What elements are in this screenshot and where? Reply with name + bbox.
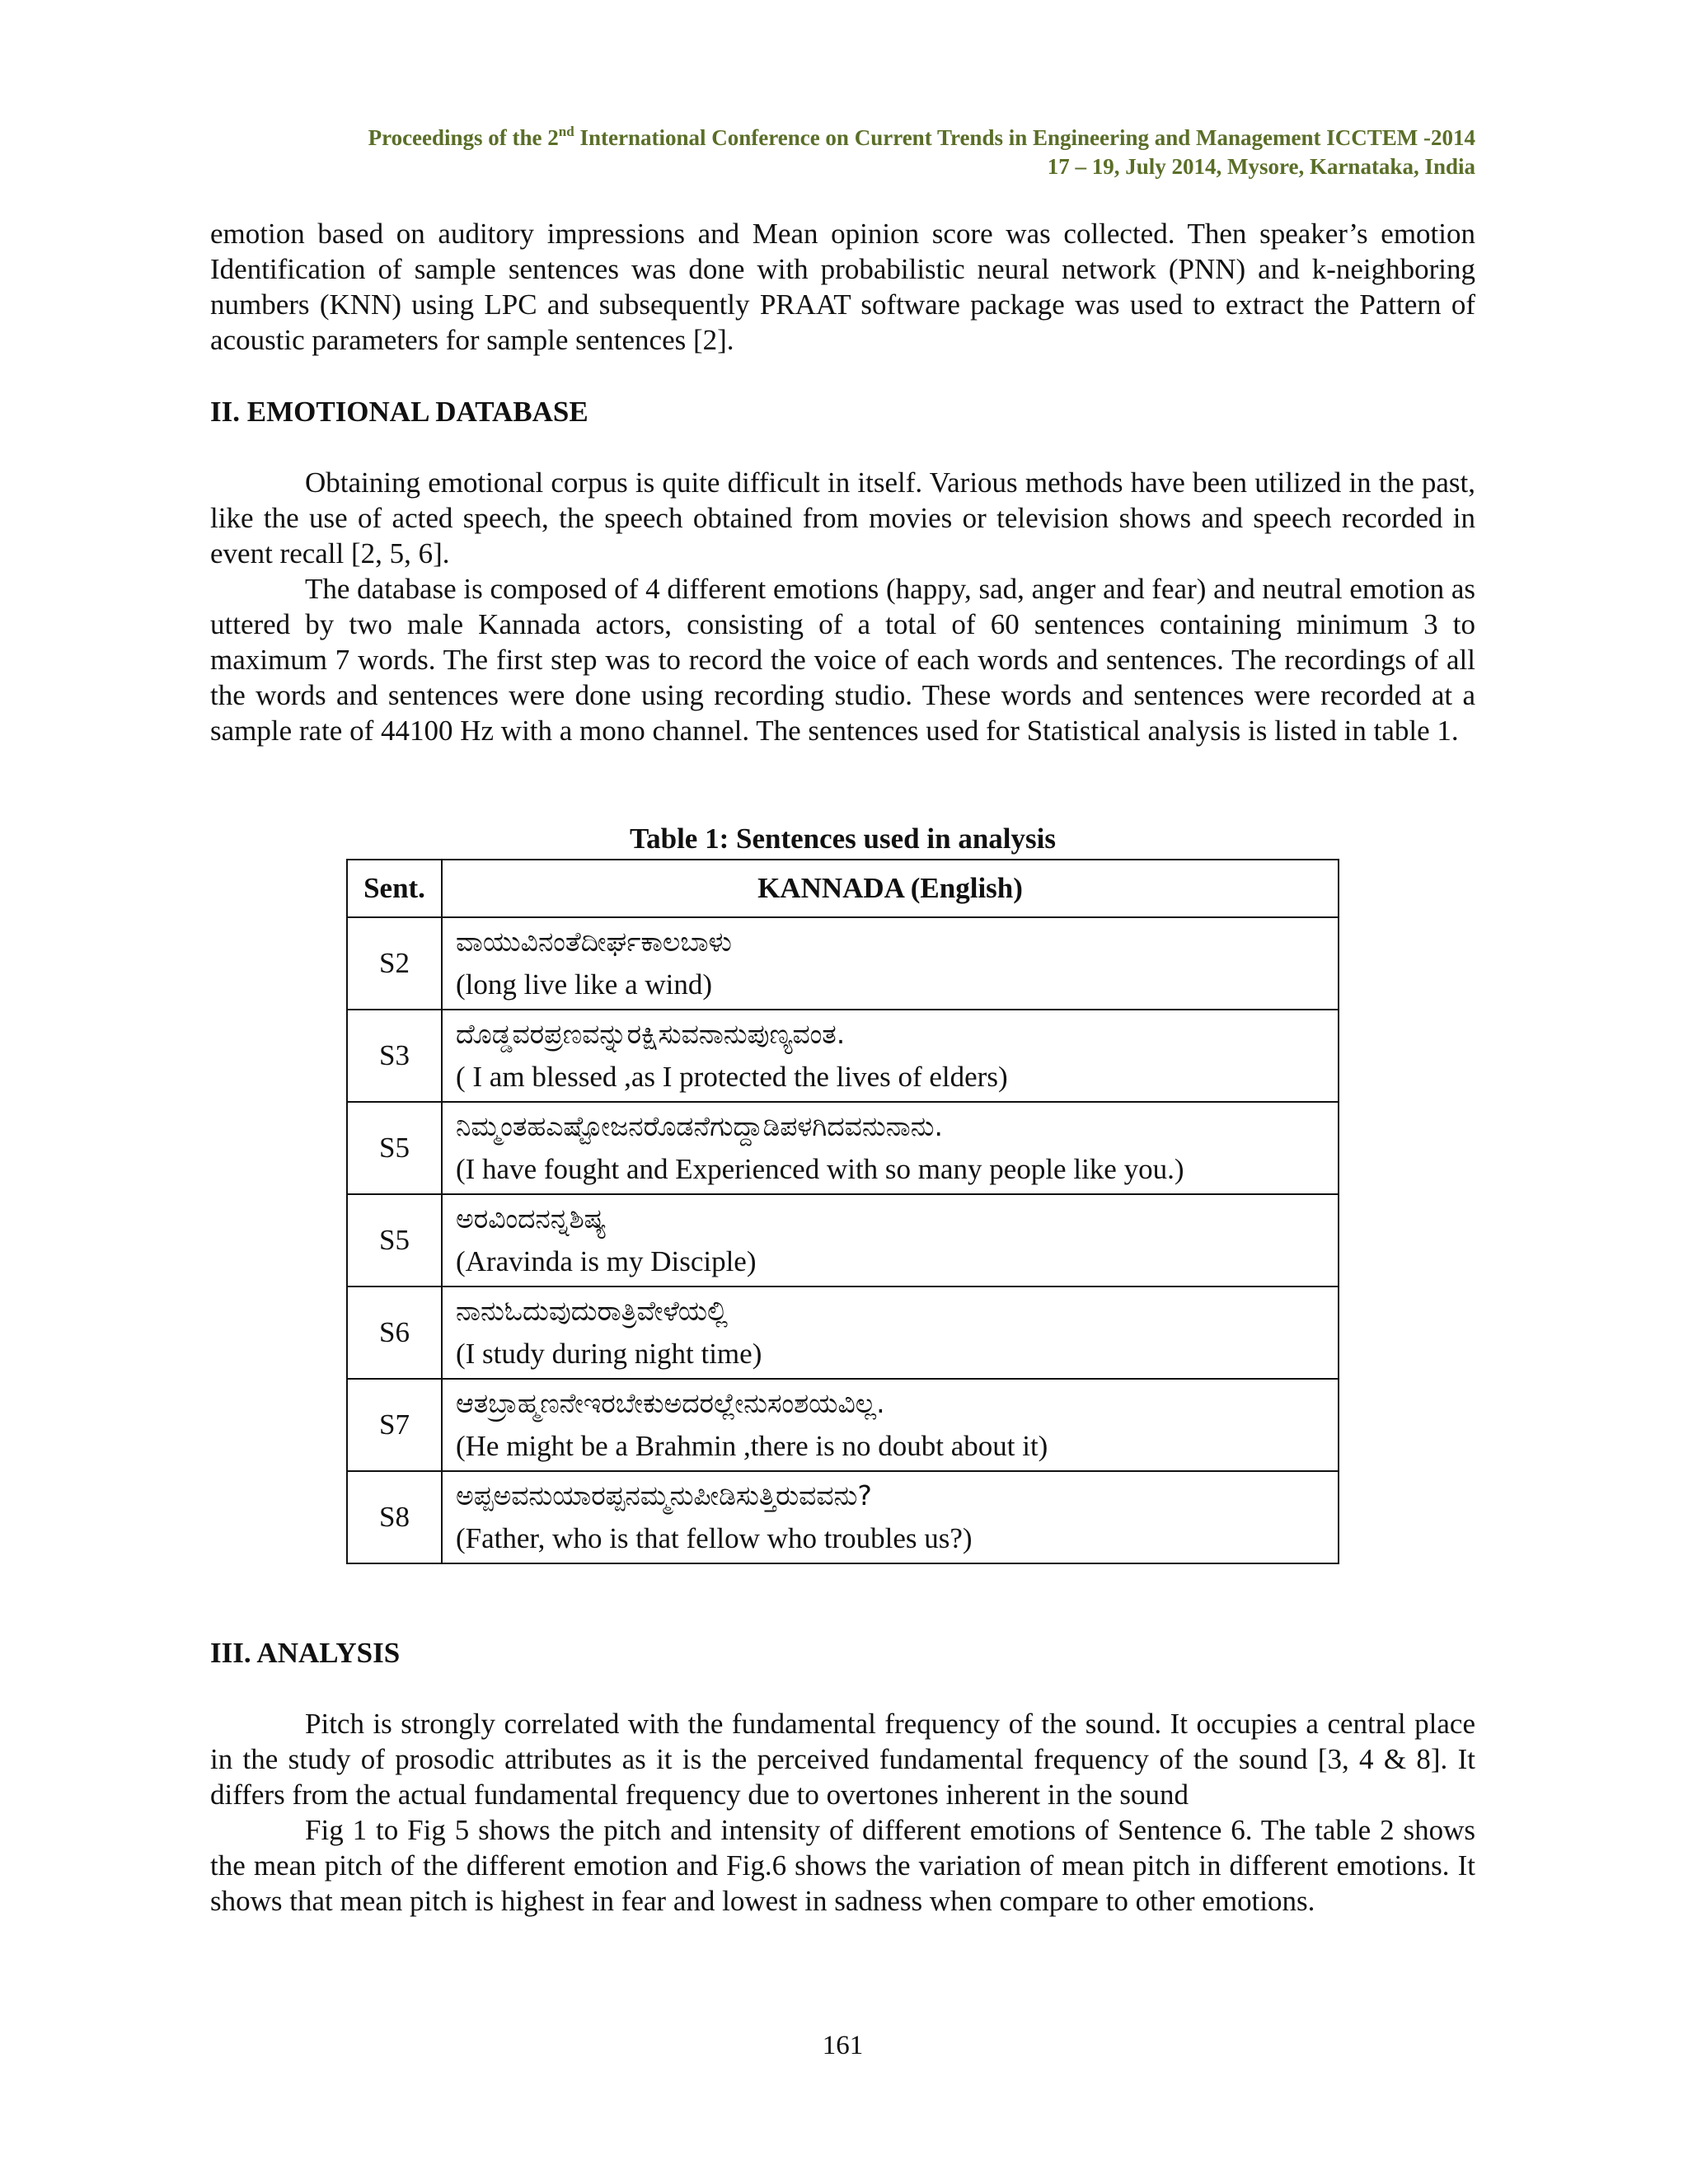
kannada-sentence: ದೊಡ್ಡವರಪ್ರಣವನ್ನುರಕ್ಷಿಸುವನಾನುಪುಣ್ಯವಂತ.	[456, 1018, 846, 1050]
analysis-paragraph-2: Fig 1 to Fig 5 shows the pitch and intensity of different emotions of Sentence 6. The table 2 shows the mean pitch of the different emotion and Fig.6 shows the variation of mean pitch in different emotions. It shows that mean pitch is highest in fear and lowest in sadness when compare to other emotions.	[210, 1814, 1475, 1917]
kannada-sentence: ಅರವಿಂದನನ್ನಶಿಷ್ಯ	[456, 1202, 607, 1235]
sentence-text	[442, 1194, 1339, 1286]
sentence-id: S3	[347, 1010, 442, 1102]
section-heading-analysis: III. ANALYSIS	[210, 1637, 401, 1669]
section-heading-emotional-database: II. EMOTIONAL DATABASE	[210, 396, 588, 428]
sentence-text	[442, 1379, 1339, 1471]
table-row	[347, 1194, 1339, 1286]
table-header-row	[347, 860, 1339, 917]
english-translation: (Father, who is that fellow who troubles us?)	[456, 1522, 973, 1554]
sentence-id: S5	[347, 1194, 442, 1286]
english-translation: (long live like a wind)	[456, 968, 713, 1001]
intro-paragraph: emotion based on auditory impressions and Mean opinion score was collected. Then speaker’s emotion Identification of sample sentences was done with probabilistic neural network (PNN) and k-neighboring numbers (KNN) using LPC and subsequently PRAAT software package was used to extract the Pattern of acoustic parameters for sample sentences [2].	[210, 218, 1475, 356]
kannada-sentence: ವಾಯುವಿನಂತೆದೀರ್ಘಕಾಲಬಾಳು	[456, 926, 732, 958]
header-line-2: 17 – 19, July 2014, Mysore, Karnataka, India	[1047, 154, 1475, 179]
sentence-text	[442, 1286, 1339, 1379]
header-line-1: Proceedings of the 2nd International Conference on Current Trends in Engineering and Management ICCTEM -2014	[368, 124, 1475, 150]
conference-header	[210, 124, 1475, 181]
kannada-sentence: ಆತಬ್ರಾಹ್ಮಣನೇಇರಬೇಕುಅದರಲ್ಲೇನುಸಂಶಯವಿಲ್ಲ.	[456, 1387, 885, 1419]
sentence-id: S8	[347, 1471, 442, 1563]
page-number: 161	[822, 2031, 864, 2060]
kannada-sentence: ನಿಮ್ಮಂತಹಎಷ್ಟೋಜನರೊಡನೆಗುದ್ದಾಡಿಪಳಗಿದವನುನಾನು.	[456, 1110, 944, 1142]
column-header-kannada-english: KANNADA (English)	[442, 860, 1339, 917]
table-row	[347, 1286, 1339, 1379]
kannada-sentence: ನಾನುಓದುವುದುರಾತ್ರಿವೇಳೆಯಲ್ಲಿ	[456, 1295, 728, 1327]
sentences-table	[346, 859, 1339, 1564]
table-row	[347, 917, 1339, 1010]
english-translation: ( I am blessed ,as I protected the lives of elders)	[456, 1061, 1008, 1093]
sentence-text	[442, 917, 1339, 1010]
table-row	[347, 1471, 1339, 1563]
sentence-text	[442, 1010, 1339, 1102]
table-row	[347, 1010, 1339, 1102]
database-paragraph-1: Obtaining emotional corpus is quite difficult in itself. Various methods have been utilized in the past, like the use of acted speech, the speech obtained from movies or television shows and speech recorded in event recall [2, 5, 6].	[210, 466, 1475, 569]
sentence-id: S6	[347, 1286, 442, 1379]
kannada-sentence: ಅಪ್ಪಅವನುಯಾರಪ್ಪನಮ್ಮನುಪೀಡಿಸುತ್ತಿರುವವನು?	[456, 1479, 872, 1511]
column-header-sentence: Sent.	[347, 860, 442, 917]
english-translation: (Aravinda is my Disciple)	[456, 1245, 757, 1277]
sentence-id: S2	[347, 917, 442, 1010]
sentence-id: S5	[347, 1102, 442, 1194]
table-row	[347, 1102, 1339, 1194]
analysis-paragraph-1: Pitch is strongly correlated with the fundamental frequency of the sound. It occupies a central place in the study of prosodic attributes as it is the perceived fundamental frequency of the sound [3, 4 & 8]. It differs from the actual fundamental frequency due to overtones inherent in the sound	[210, 1708, 1475, 1811]
sentence-text	[442, 1471, 1339, 1563]
table-row	[347, 1379, 1339, 1471]
sentence-id: S7	[347, 1379, 442, 1471]
english-translation: (He might be a Brahmin ,there is no doubt about it)	[456, 1430, 1048, 1462]
database-paragraph-2: The database is composed of 4 different emotions (happy, sad, anger and fear) and neutral emotion as uttered by two male Kannada actors, consisting of a total of 60 sentences containing minimum 3 to maximum 7 words. The first step was to record the voice of each words and sentences. The recordings of all the words and sentences were done using recording studio. These words and sentences were recorded at a sample rate of 44100 Hz with a mono channel. The sentences used for Statistical analysis is listed in table 1.	[210, 573, 1475, 747]
sentence-text	[442, 1102, 1339, 1194]
english-translation: (I study during night time)	[456, 1338, 762, 1370]
table-caption: Table 1: Sentences used in analysis	[629, 823, 1056, 855]
english-translation: (I have fought and Experienced with so many people like you.)	[456, 1153, 1184, 1185]
